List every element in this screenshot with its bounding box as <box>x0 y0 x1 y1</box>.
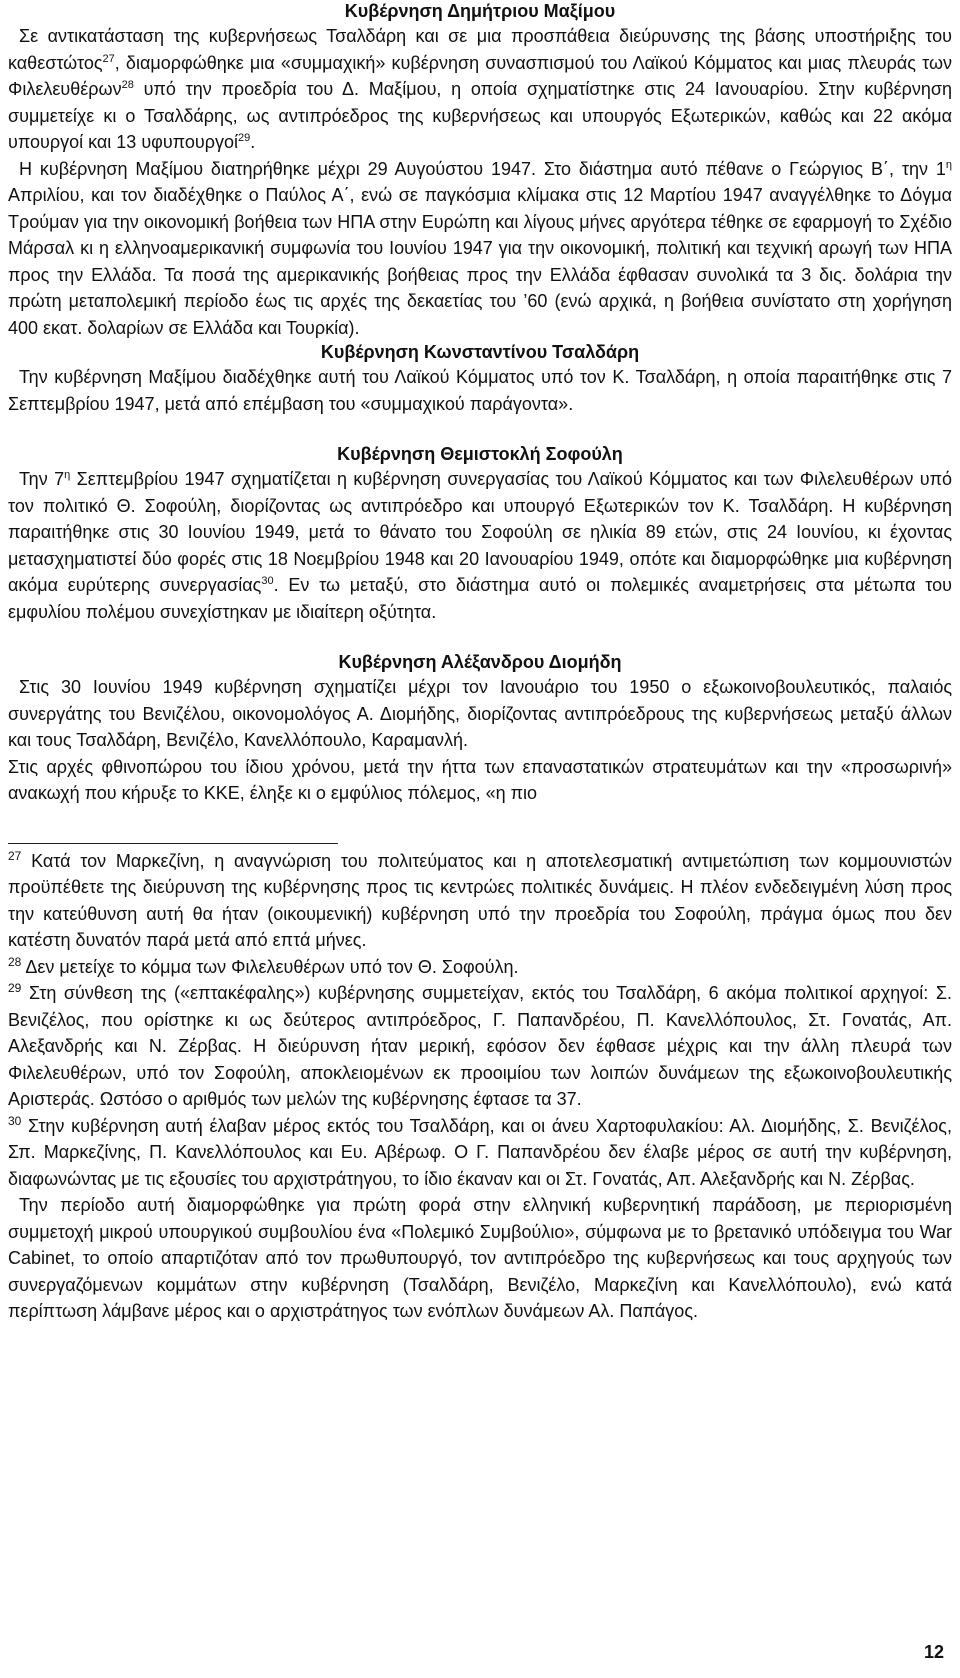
footnote-ref[interactable]: 30 <box>261 575 274 587</box>
text-run: Η κυβέρνηση Μαξίμου διατηρήθηκε μέχρι 29 Αυγούστου 1947. Στο διάστημα αυτό πέθανε ο Γεώργιος Β΄, την 1 <box>19 158 946 179</box>
page-number: 12 <box>923 1642 944 1662</box>
section-heading: Κυβέρνηση Αλέξανδρου Διομήδη <box>338 652 622 672</box>
paragraph: Στις αρχές φθινοπώρου του ίδιου χρόνου, μετά την ήττα των επαναστατικών στρατευμάτων και την «προσωρινή» ανακωχή που κήρυξε το ΚΚΕ, έληξε κι ο εμφύλιος πόλεμος, «η πιο <box>8 756 952 803</box>
footnote-ref[interactable]: 28 <box>121 79 134 91</box>
paragraph <box>8 156 952 342</box>
text-run: Σεπτεμβρίου 1947 σχηματίζεται η κυβέρνηση συνεργασίας του Λαϊκού Κόμματος και των Φιλελευθέρων υπό τον πολιτικό Θ. Σοφούλη, διορίζοντας ως αντιπρόεδρο και υπουργό Εξωτερικών τον Κ. Τσαλδάρη. Η κυβέρνηση παραιτήθηκε στις 30 Ιουνίου 1949, μετά το θάνατο του Σοφούλη σε ηλικία 89 ετών, στις 24 Ιουνίου, κι έχοντας μετασχηματιστεί δύο φορές στις 18 Νοεμβρίου 1948 και 20 Ιανουαρίου 1949, οπότε και διαμορφώθηκε μια κυβέρνηση ακόμα ευρύτερης συνεργασίας <box>8 469 952 595</box>
text-run: . Εν τω μεταξύ, στο διάστημα αυτό οι πολεμικές αναμετρήσεις στα μέτωπα του εμφυλίου πολέμου συνεχίστηκαν με ιδιαίτερη οξύτητα. <box>8 575 952 622</box>
footnote-divider <box>8 843 338 844</box>
footnote-number: 29 <box>8 981 22 995</box>
footnote-ref[interactable]: 27 <box>102 52 115 65</box>
document-page <box>8 0 952 1325</box>
ordinal-superscript: η <box>945 158 952 171</box>
paragraph <box>8 23 952 156</box>
footnote-number: 27 <box>8 848 22 863</box>
text-run: Σε αντικατάσταση της κυβερνήσεως Τσαλδάρη και σε μια προσπάθεια διεύρυνσης της βάσης υποστήριξης του καθεστώτος <box>8 26 952 73</box>
paragraph <box>8 466 952 625</box>
footnote-number: 28 <box>8 954 22 969</box>
footnote <box>8 848 952 954</box>
text-run: Την 7 <box>19 469 65 489</box>
footnote-text: Δεν μετείχε το κόμμα των Φιλελευθέρων υπό τον Θ. Σοφούλη. <box>25 956 519 977</box>
section-heading: Κυβέρνηση Δημήτριου Μαξίμου <box>344 1 616 21</box>
paragraph: Στις 30 Ιουνίου 1949 κυβέρνηση σχηματίζει μέχρι τον Ιανουάριο του 1950 ο εξωκοινοβουλευτικός, παλαιός συνεργάτης του Βενιζέλου, οικονομολόγος Α. Διομήδης, διορίζοντας αντιπρόεδρους της κυβερνήσεως μεταξύ άλλων και τους Τσαλδάρη, Βενιζέλο, Κανελλόπουλο, Καραμανλή. <box>8 677 952 750</box>
paragraph: Την κυβέρνηση Μαξίμου διαδέχθηκε αυτή του Λαϊκού Κόμματος υπό τον Κ. Τσαλδάρη, η οποία παραιτήθηκε στις 7 Σεπτεμβρίου 1947, μετά από επέμβαση του «συμμαχικού παράγοντα». <box>8 367 952 414</box>
footnote-text: Κατά τον Μαρκεζίνη, η αναγνώριση του πολιτεύματος και η αποτελεσματική αντιμετώπιση των κομμουνιστών προϋπέθετε της διεύρυνση της κυβέρνησης προς τις κεντρώες πολιτικές δυνάμεις. Η πλέον ενδεδειγμένη λύση προς την κατεύθυνση αυτή θα ήταν (οικουμενική) κυβέρνηση υπό την προεδρία του Σοφούλη, πράγμα όμως που δεν κατέστη δυνατόν παρά μετά από επτά μήνες. <box>8 850 952 950</box>
section-heading: Κυβέρνηση Θεμιστοκλή Σοφούλη <box>337 444 623 464</box>
text-run: υπό την προεδρία του Δ. Μαξίμου, η οποία σχηματίστηκε στις 24 Ιανουαρίου. Στην κυβέρνηση συμμετείχε κι ο Τσαλδάρης, ως αντιπρόεδρος της κυβερνήσεως και υπουργός Εξωτερικών, καθώς και 22 ακόμα υπουργοί και 13 υφυπουργοί <box>8 79 952 152</box>
footnote-ref[interactable]: 29 <box>237 132 251 144</box>
footnote <box>8 1113 952 1193</box>
ordinal-superscript: η <box>64 469 71 481</box>
text-run: , διαμορφώθηκε μια «συμμαχική» κυβέρνηση συνασπισμού του Λαϊκού Κόμματος και μιας πλευράς των Φιλελευθέρων <box>8 52 952 99</box>
footnote-number: 30 <box>8 1113 22 1128</box>
text-run: . <box>250 132 256 152</box>
section-heading: Κυβέρνηση Κωνσταντίνου Τσαλδάρη <box>320 342 640 362</box>
footnote <box>8 980 952 1113</box>
footnote-continuation: Την περίοδο αυτή διαμορφώθηκε για πρώτη φορά στην ελληνική κυβερνητική παράδοση, με περιορισμένη συμμετοχή μικρού υπουργικού συμβουλίου ένα «Πολεμικό Συμβούλιο», σύμφωνα με το βρετανικό υπόδειγμα του War Cabinet, το οποίο απαρτιζόταν από τον πρωθυπουργό, τον αντιπρόεδρο της κυβερνήσεως και τους αρχηγούς των συνεργαζόμενων κομμάτων στην κυβέρνηση (Τσαλδάρη, Βενιζέλο, Μαρκεζίνη και Κανελλόπουλο), ενώ κατά περίπτωση λάμβανε μέρος και ο αρχιστράτηγος των ενόπλων δυνάμεων Αλ. Παπάγος. <box>8 1195 952 1321</box>
text-run: Απριλίου, και τον διαδέχθηκε ο Παύλος Α΄, ενώ σε παγκόσμια κλίμακα στις 12 Μαρτίου 1947 αναγγέλθηκε το Δόγμα Τρούμαν για την οικονομική βοήθεια των ΗΠΑ στην Ευρώπη και λίγους μήνες αργότερα τέθηκε σε εφαρμογή το Σχέδιο Μάρσαλ κι η ελληνοαμερικανική συμφωνία του Ιουνίου 1947 για την οικονομική, πολιτική και τεχνική αρωγή των ΗΠΑ προς την Ελλάδα. Τα ποσά της αμερικανικής βοήθειας προς την Ελλάδα έφθασαν συνολικά τα 3 δις. δολάρια την πρώτη μεταπολεμική περίοδο έως τις αρχές της δεκαετίας του ’60 (ενώ αρχικά, η βοήθεια συνίστατο στη χορήγηση 400 εκατ. δολαρίων σε Ελλάδα και Τουρκία). <box>8 185 952 338</box>
footnote-text: Στην κυβέρνηση αυτή έλαβαν μέρος εκτός του Τσαλδάρη, και οι άνευ Χαρτοφυλακίου: Αλ. Διομήδης, Σ. Βενιζέλος, Σπ. Μαρκεζίνης, Π. Κανελλόπουλος και Ευ. Αβέρωφ. Ο Γ. Παπανδρέου δεν έλαβε μέρος σε αυτή την κυβέρνηση, διαφωνώντας με τις εξουσίες του αρχιστράτηγου, το ίδιο έκαναν και οι Στ. Γονατάς, Απ. Αλεξανδρής και Ν. Ζέρβας. <box>8 1115 952 1189</box>
footnote-text: Στη σύνθεση της («επτακέφαλης») κυβέρνησης συμμετείχαν, εκτός του Τσαλδάρη, 6 ακόμα πολιτικοί αρχηγοί: Σ. Βενιζέλος, που ορίστηκε κι ως δεύτερος αντιπρόεδρος, Γ. Παπανδρέου, Π. Κανελλόπουλος, Στ. Γονατάς, Απ. Αλεξανδρής και Ν. Ζέρβας. Η διεύρυνση ήταν μερική, εφόσον δεν έφθασε μέχρις και την άλλη πλευρά των Φιλελευθέρων, υπό τον Σοφούλη, αποκλειομένων εκ προοιμίου των λοιπών δυνάμεων της εξωκοινοβουλευτικής Αριστεράς. Ωστόσο ο αριθμός των μελών της κυβέρνησης έφτασε τα 37. <box>8 983 952 1109</box>
footnote <box>8 954 952 981</box>
